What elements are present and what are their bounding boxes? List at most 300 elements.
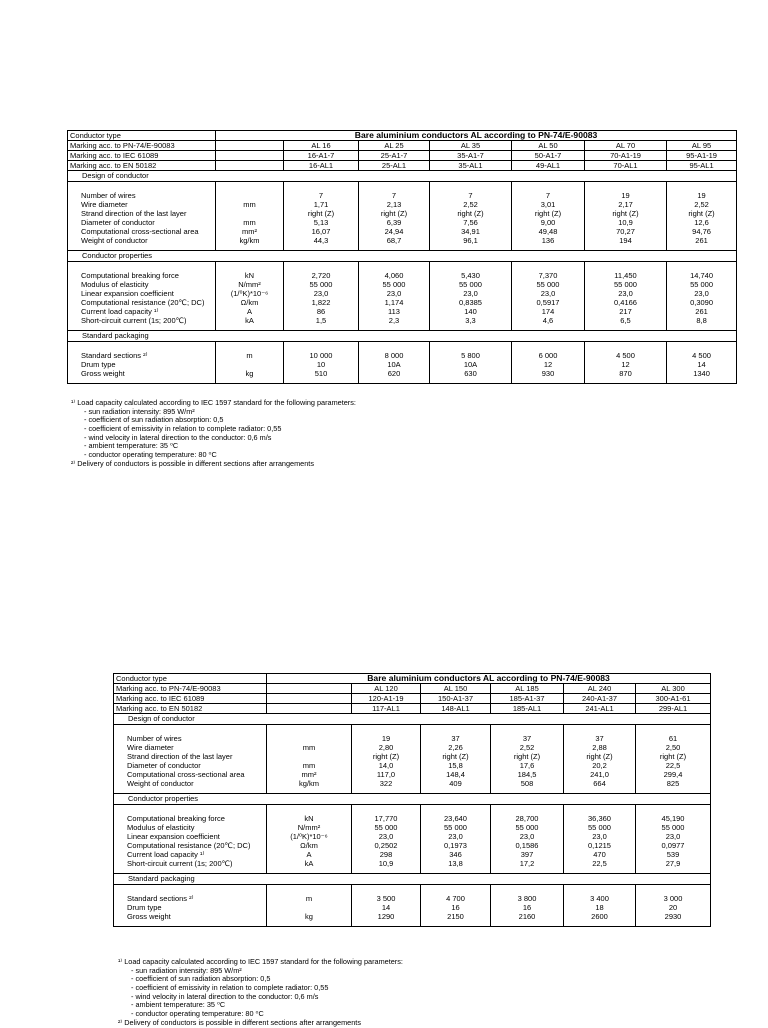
section-block-row [114,725,711,794]
footnote-line: - wind velocity in lateral direction to the conductor: 0,6 m/s [131,991,319,1001]
value-column [359,262,430,331]
parameter-label: Gross weight [127,912,171,921]
table-cell-value: 34,91 [461,227,480,236]
parameter-label: Strand direction of the last layer [81,209,187,218]
section-block-row [114,885,711,927]
table-cell-value: 2,52 [694,200,709,209]
table-cell-value: 19 [381,734,391,743]
table-cell-value: 539 [666,850,680,859]
footnote-line: - coefficient of emissivity in relation to complete radiator: 0,55 [84,424,282,434]
table-cell-value: 3,3 [465,316,476,325]
parameter-unit: mm [302,761,316,770]
table-cell-value: 23,0 [694,289,709,298]
parameter-units [267,725,352,794]
table-cell-value: 7,370 [538,271,558,280]
marking-value: 185-AL1 [491,704,564,714]
table-cell-value: 2150 [447,912,464,921]
parameter-unit: mm² [242,227,257,236]
table-cell-value: 14 [381,903,391,912]
table-cell-value: 2160 [518,912,536,921]
marking-value: AL 95 [667,141,737,151]
table-cell-value: 10,9 [618,218,633,227]
section-block-row [68,262,737,331]
header-row [68,131,737,141]
table-cell-value: 630 [464,369,477,378]
footnote-line: - sun radiation intensity: 895 W/m² [84,406,195,416]
parameter-label: Wire diameter [127,743,174,752]
table-cell-value: 140 [464,307,477,316]
parameter-unit [269,752,349,761]
table-cell-value: 23,0 [665,832,681,841]
parameter-labels [68,342,216,384]
section-block-row [68,182,737,251]
table-cell-value: 620 [387,369,401,378]
table-cell-value: right (Z) [659,752,687,761]
value-column [491,805,564,874]
footnote-line: ²⁾ Delivery of conductors is possible in different sections after arrangements [71,458,314,468]
parameter-unit [218,209,281,218]
marking-value: 299-AL1 [636,704,711,714]
table-cell-value: right (Z) [534,209,562,218]
table-cell-value: 2,50 [665,743,681,752]
table-cell-value: 10,9 [378,859,394,868]
value-column [421,805,491,874]
table-cell-value: 10A [463,360,478,369]
footnote-line: - ambient temperature: 35 ⁰C [84,441,179,451]
marking-value: 185-A1-37 [491,694,564,704]
parameter-units [267,805,352,874]
section-title: Conductor properties [114,794,711,805]
table-cell-value: 9,00 [540,218,556,227]
table-cell-value: 96,1 [463,236,478,245]
table-cell-value: 23,0 [448,832,463,841]
table-cell-value: 10 000 [309,351,333,360]
value-column [564,725,636,794]
table-cell-value: 5 800 [461,351,480,360]
table-cell-value: 2,26 [448,743,463,752]
table-cell-value: 322 [379,779,393,788]
table-cell-value: 136 [541,236,555,245]
parameter-label: Linear expansion coefficient [81,289,174,298]
marking-value: 16-A1-7 [284,151,359,161]
value-column [636,805,711,874]
table-cell-value: 0,1215 [588,841,611,850]
table-cell-value: 11,450 [614,271,637,280]
table-cell-value: 2,52 [463,200,478,209]
parameter-unit [269,903,349,912]
marking-value: 95-A1-19 [667,151,737,161]
table-cell-value: 508 [520,779,534,788]
conductor-table-1 [67,130,737,384]
marking-value: AL 120 [352,684,421,694]
section-header-row [68,331,737,342]
table-cell-value: 19 [621,191,630,200]
parameter-label: Current load capacity ¹⁾ [127,850,205,859]
table-cell-value: 2600 [591,912,608,921]
parameter-labels [114,725,267,794]
parameter-units [216,182,284,251]
parameter-unit: kN [304,814,314,823]
table-cell-value: 3 800 [517,894,537,903]
value-column [667,182,737,251]
section-block-row [68,342,737,384]
marking-value: 241-AL1 [564,704,636,714]
parameter-unit: kg [245,369,254,378]
parameter-label: Drum type [81,360,116,369]
table-cell-value: right (Z) [688,209,715,218]
parameter-unit [218,191,281,200]
table-cell-value: 409 [449,779,462,788]
footnote-line: - coefficient of sun radiation absorption: 0,5 [84,415,224,425]
table-cell-value: 61 [668,734,678,743]
section-header-row [68,171,737,182]
table-cell-value: 23,0 [540,289,556,298]
table-cell-value: 930 [541,369,555,378]
table-cell-value: 8,8 [696,316,707,325]
table-cell-value: 17,2 [519,859,535,868]
parameter-unit: kg/km [239,236,260,245]
section-title: Standard packaging [68,331,737,342]
value-column [585,342,667,384]
table-cell-value: 16 [522,903,532,912]
table-cell-value: 2,17 [618,200,633,209]
value-column [359,342,430,384]
marking-value: 117-AL1 [352,704,421,714]
table-cell-value: 0,1586 [515,841,539,850]
table-cell-value: 0,1973 [444,841,467,850]
marking-label: Marking acc. to PN-74/E-90083 [68,141,216,151]
table-cell-value: 22,5 [592,859,607,868]
value-column [585,262,667,331]
footnote-line: - wind velocity in lateral direction to the conductor: 0,6 m/s [84,432,272,442]
parameter-label: Short-circuit current (1s; 200℃) [81,316,187,325]
table-cell-value: 18 [595,903,604,912]
table-cell-value: 0,5917 [536,298,560,307]
table-cell-value: 3 400 [590,894,609,903]
section-title: Standard packaging [114,874,711,885]
table-cell-value: 7 [391,191,397,200]
parameter-unit: (1/⁰K)*10⁻⁶ [230,289,269,298]
table-cell-value: 4 500 [692,351,711,360]
parameter-label: Diameter of conductor [81,218,155,227]
marking-value: 25-A1-7 [359,151,430,161]
table-cell-value: 194 [619,236,632,245]
marking-label: Marking acc. to EN 50182 [114,704,267,714]
table-cell-value: 16 [451,903,460,912]
parameter-label: Computational cross-sectional area [81,227,199,236]
marking-value: 70-AL1 [585,161,667,171]
table-body [68,131,737,384]
table-body [114,674,711,927]
table-cell-value: 86 [316,307,326,316]
table-cell-value: 1,822 [311,298,331,307]
marking-value: 49-AL1 [512,161,585,171]
table-cell-value: right (Z) [457,209,484,218]
table-cell-value: 870 [619,369,632,378]
parameter-unit: m [305,894,313,903]
table-cell-value: 2,13 [386,200,402,209]
table-cell-value: 12 [621,360,630,369]
parameter-unit: N/mm² [297,823,321,832]
table-cell-value: 13,8 [448,859,463,868]
section-header-row [114,874,711,885]
table-cell-value: 17,770 [374,814,398,823]
table-cell-value: 12,6 [694,218,709,227]
table-cell-value: 14,740 [690,271,714,280]
table-title: Bare aluminium conductors AL according to PN-74/E-90083 [267,674,711,684]
section-title: Design of conductor [68,171,737,182]
table-cell-value: 1,5 [315,316,327,325]
table-cell-value: 261 [695,307,708,316]
parameter-unit [218,360,281,369]
parameter-units [216,342,284,384]
section-block-row [114,805,711,874]
parameter-label: Standard sections ²⁾ [127,894,194,903]
parameter-label: Current load capacity ¹⁾ [81,307,159,316]
table-cell-value: 55 000 [444,823,467,832]
footnotes-1 [71,399,356,469]
marking-label: Marking acc. to IEC 61089 [114,694,267,704]
value-column [284,262,359,331]
marking-row-pn [68,141,737,151]
footnote-line: - coefficient of emissivity in relation to complete radiator: 0,55 [131,983,329,993]
value-column [512,182,585,251]
table-cell-value: 3 500 [376,894,396,903]
marking-value: AL 70 [585,141,667,151]
table-cell-value: 55 000 [459,280,482,289]
marking-label: Marking acc. to PN-74/E-90083 [114,684,267,694]
value-column [667,262,737,331]
table-cell-value: 174 [541,307,555,316]
unit-cell [267,704,352,714]
table-cell-value: right (Z) [380,209,408,218]
table-cell-value: 0,8385 [459,298,482,307]
table-cell-value: 55 000 [536,280,560,289]
table-cell-value: 299,4 [663,770,683,779]
table-cell-value: 2,88 [592,743,607,752]
table-cell-value: 217 [619,307,632,316]
table-cell-value: right (Z) [372,752,400,761]
table-cell-value: 113 [388,307,400,316]
table-cell-value: 397 [520,850,534,859]
table-cell-value: 23,0 [386,289,402,298]
parameter-label: Computational breaking force [127,814,225,823]
marking-value: 95-AL1 [667,161,737,171]
value-column [430,262,512,331]
table-cell-value: 825 [666,779,680,788]
parameter-label: Standard sections ²⁾ [81,351,148,360]
table-cell-value: 14 [697,360,706,369]
table-cell-value: 470 [593,850,606,859]
marking-label: Marking acc. to IEC 61089 [68,151,216,161]
table-cell-value: 4 700 [446,894,465,903]
footnotes-2 [118,958,403,1028]
table-cell-value: 241,0 [590,770,609,779]
table-cell-value: 15,8 [448,761,463,770]
table-cell-value: 22,5 [665,761,681,770]
table-cell-value: 8 000 [384,351,404,360]
parameter-label: Computational cross-sectional area [127,770,245,779]
table-cell-value: 49,48 [538,227,558,236]
parameter-unit: A [306,850,312,859]
table-cell-value: 55 000 [661,823,685,832]
parameter-label: Computational resistance (20℃; DC) [127,841,251,850]
marking-value: 35-A1-7 [430,151,512,161]
value-column [491,885,564,927]
parameter-unit: kg [305,912,313,921]
marking-value: 16-AL1 [284,161,359,171]
marking-value: AL 300 [636,684,711,694]
table-cell-value: 55 000 [690,280,714,289]
table-cell-value: 6,39 [386,218,402,227]
parameter-label: Gross weight [81,369,125,378]
table-cell-value: 0,3090 [690,298,714,307]
table-cell-value: right (Z) [442,752,469,761]
marking-label: Marking acc. to EN 50182 [68,161,216,171]
table-cell-value: 6,5 [620,316,631,325]
table-cell-value: 1,71 [313,200,329,209]
section-title: Design of conductor [114,714,711,725]
parameter-label: Number of wires [127,734,182,743]
value-column [564,885,636,927]
table-cell-value: 17,6 [519,761,535,770]
parameter-unit: Ω/km [240,298,259,307]
table-cell-value: 4 500 [616,351,635,360]
table-cell-value: 36,360 [588,814,611,823]
marking-value: 240-A1-37 [564,694,636,704]
table-cell-value: 10A [387,360,401,369]
table-cell-value: 23,0 [519,832,535,841]
table-cell-value: 37 [595,734,604,743]
table-cell-value: 2,3 [388,316,400,325]
parameter-unit: N/mm² [238,280,261,289]
parameter-unit: A [246,307,252,316]
table-cell-value: 261 [695,236,708,245]
marking-row-en [68,161,737,171]
parameter-unit: kN [244,271,255,280]
parameter-label: Modulus of elasticity [81,280,149,289]
value-column [421,725,491,794]
marking-value: AL 240 [564,684,636,694]
parameter-label: Weight of conductor [127,779,194,788]
value-column [352,885,421,927]
value-column [585,182,667,251]
parameter-labels [68,182,216,251]
parameter-labels [114,805,267,874]
table-cell-value: 664 [593,779,606,788]
table-cell-value: 23,0 [463,289,478,298]
marking-value: AL 185 [491,684,564,694]
table-cell-value: 37 [451,734,460,743]
value-column [284,182,359,251]
table-cell-value: 12 [543,360,553,369]
table-cell-value: 16,07 [311,227,331,236]
table-cell-value: 5,13 [313,218,329,227]
table-cell-value: 10 [316,360,326,369]
table-cell-value: 44,3 [313,236,329,245]
table-cell-value: 55 000 [374,823,398,832]
table-cell-value: 7 [318,191,324,200]
parameter-label: Number of wires [81,191,136,200]
parameter-unit: kA [304,859,314,868]
value-column [430,182,512,251]
table-cell-value: 0,2502 [374,841,398,850]
unit-cell [216,141,284,151]
section-header-row [114,794,711,805]
table-cell-value: 510 [314,369,328,378]
table-cell-value: 1,174 [384,298,404,307]
table-cell-value: 28,700 [515,814,539,823]
marking-value: AL 50 [512,141,585,151]
table-cell-value: 23,0 [618,289,633,298]
value-column [352,725,421,794]
parameter-unit: mm [243,218,256,227]
table-cell-value: 7 [545,191,551,200]
table-cell-value: 55 000 [515,823,539,832]
value-column [636,725,711,794]
table-cell-value: 148,4 [446,770,465,779]
marking-value: 148-AL1 [421,704,491,714]
table-cell-value: right (Z) [307,209,335,218]
table-cell-value: 2,80 [378,743,394,752]
table-cell-value: 24,94 [384,227,404,236]
table-cell-value: 6 000 [538,351,558,360]
table-cell-value: 14,0 [378,761,394,770]
parameter-label: Diameter of conductor [127,761,201,770]
table-cell-value: 23,0 [592,832,607,841]
unit-cell [216,161,284,171]
table-cell-value: 4,6 [542,316,554,325]
value-column [564,805,636,874]
value-column [667,342,737,384]
footnote-line: ¹⁾ Load capacity calculated according to IEC 1597 standard for the following parameters: [118,957,403,966]
parameter-label: Strand direction of the last layer [127,752,233,761]
parameter-label: Computational resistance (20℃; DC) [81,298,205,307]
parameter-label: Linear expansion coefficient [127,832,220,841]
table-cell-value: 55 000 [588,823,611,832]
table-cell-value: 298 [379,850,393,859]
table-cell-value: 7,56 [463,218,478,227]
table-cell-value: 7 [468,191,473,200]
parameter-labels [114,885,267,927]
marking-value: 35-AL1 [430,161,512,171]
parameter-units [267,885,352,927]
table-cell-value: right (Z) [612,209,639,218]
table-cell-value: 23,0 [378,832,394,841]
parameter-label: Weight of conductor [81,236,148,245]
parameter-unit: (1/⁰K)*10⁻⁶ [290,832,328,841]
marking-value: 150-A1-37 [421,694,491,704]
table-cell-value: right (Z) [513,752,541,761]
marking-value: AL 25 [359,141,430,151]
table-cell-value: 5,430 [461,271,480,280]
value-column [359,182,430,251]
value-column [512,262,585,331]
parameter-labels [68,262,216,331]
table-cell-value: 3 000 [663,894,683,903]
table-cell-value: 346 [449,850,462,859]
footnote-line: ¹⁾ Load capacity calculated according to IEC 1597 standard for the following parameters: [71,398,356,407]
value-column [430,342,512,384]
parameter-label: Wire diameter [81,200,128,209]
table-cell-value: 0,4166 [614,298,637,307]
parameter-units [216,262,284,331]
table-cell-value: 27,9 [665,859,681,868]
marking-row-iec [68,151,737,161]
table-cell-value: 94,76 [692,227,711,236]
value-column [491,725,564,794]
value-column [636,885,711,927]
